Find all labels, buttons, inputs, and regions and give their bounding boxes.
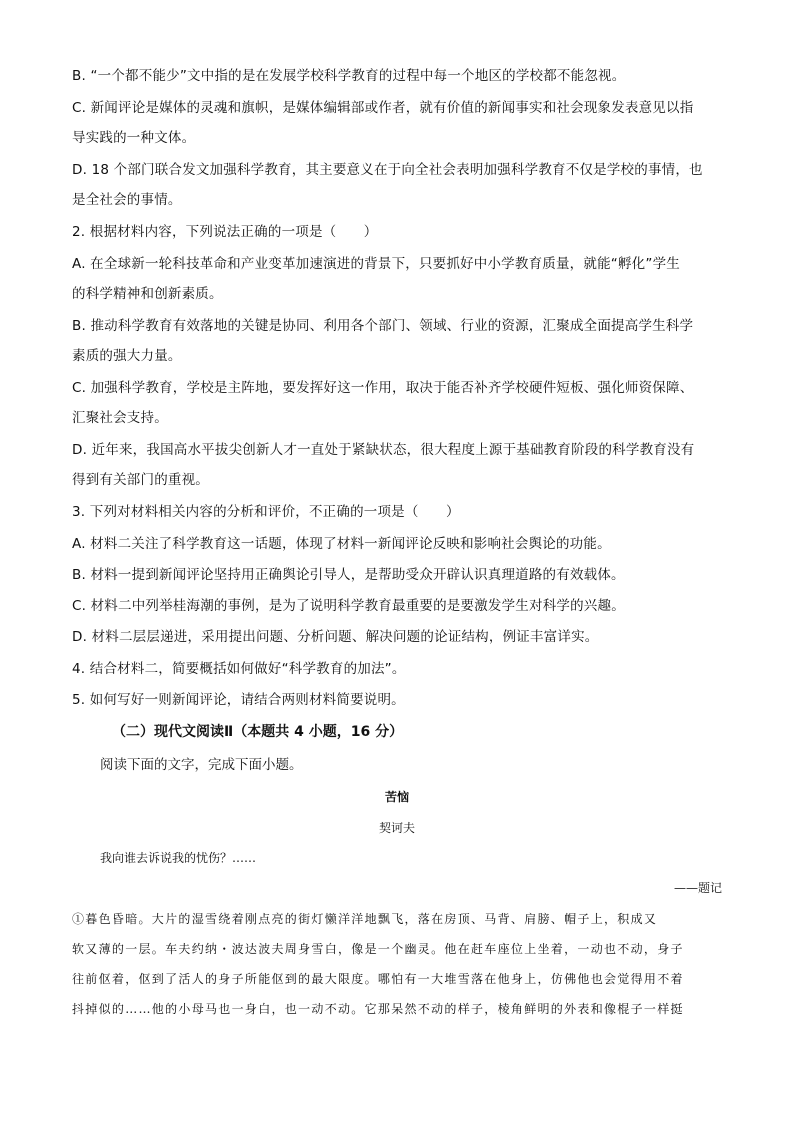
q1-option-c-line2: 导实践的一种文体。: [72, 130, 196, 146]
story-epigraph-note: ——题记: [673, 881, 722, 895]
q2-option-b-line2: 素质的强大力量。: [72, 348, 182, 364]
q3-option-d: D. 材料二层层递进，采用提出问题、分析问题、解决问题的论证结构，例证丰富详实。: [72, 629, 599, 645]
q2-stem: 2. 根据材料内容，下列说法正确的一项是（ ）: [72, 224, 378, 240]
q4-stem: 4. 结合材料二，简要概括如何做好“科学教育的加法”。: [72, 661, 406, 677]
q1-option-b: B. “一个都不能少”文中指的是在发展学校科学教育的过程中每一个地区的学校都不能忽视。: [72, 68, 626, 84]
q3-option-b: B. 材料一提到新闻评论坚持用正确舆论引导人，是帮助受众开辟认识真理道路的有效载体。: [72, 567, 625, 583]
q2-option-d-line2: 得到有关部门的重视。: [72, 472, 209, 488]
story-epigraph: 我向谁去诉说我的忧伤？……: [100, 851, 257, 865]
story-paragraph-line: 抖掉似的……他的小母马也一身白，也一动不动。它那呆然不动的样子，棱角鲜明的外表和像棍子一样挺: [72, 1002, 684, 1016]
q2-option-c-line2: 汇聚社会支持。: [72, 410, 168, 426]
story-author: 契诃夫: [378, 821, 415, 835]
q3-stem: 3. 下列对材料相关内容的分析和评价，不正确的一项是（ ）: [72, 504, 460, 520]
q3-option-a: A. 材料二关注了科学教育这一话题，体现了材料一新闻评论反映和影响社会舆论的功能。: [72, 536, 611, 552]
q2-option-a-line2: 的科学精神和创新素质。: [72, 286, 223, 302]
q1-option-c-line1: C. 新闻评论是媒体的灵魂和旗帜，是媒体编辑部或作者，就有价值的新闻事实和社会现象发表意见以指: [72, 100, 694, 116]
q5-stem: 5. 如何写好一则新闻评论，请结合两则材料简要说明。: [72, 692, 405, 708]
story-paragraph-line: 往前伛着，伛到了活人的身子所能伛到的最大限度。哪怕有一大堆雪落在他身上，仿佛他也会觉得用不着: [72, 972, 684, 986]
q1-option-d-line1: D. 18 个部门联合发文加强科学教育，其主要意义在于向全社会表明加强科学教育不仅是学校的事情，也: [72, 162, 703, 178]
q2-option-c-line1: C. 加强科学教育，学校是主阵地，要发挥好这一作用，取决于能否补齐学校硬件短板、强化师资保障、: [72, 380, 694, 396]
q2-option-b-line1: B. 推动科学教育有效落地的关键是协同、利用各个部门、领域、行业的资源，汇聚成全面提高学生科学: [72, 318, 694, 334]
q1-option-d-line2: 是全社会的事情。: [72, 192, 182, 208]
q2-option-d-line1: D. 近年来，我国高水平拔尖创新人才一直处于紧缺状态，很大程度上源于基础教育阶段的科学教育没有: [72, 442, 695, 458]
q2-option-a-line1: A. 在全球新一轮科技革命和产业变革加速演进的背景下，只要抓好中小学教育质量，就能“孵化”学生: [72, 256, 680, 272]
story-paragraph-line: ①暮色昏暗。大片的湿雪绕着刚点亮的街灯懒洋洋地飘飞，落在房顶、马背、肩膀、帽子上，积成又: [72, 912, 658, 926]
section-2-title: （二）现代文阅读Ⅱ（本题共 4 小题，16 分）: [112, 724, 404, 740]
story-title: 苦恼: [384, 790, 409, 804]
q3-option-c: C. 材料二中列举桂海潮的事例，是为了说明科学教育最重要的是要激发学生对科学的兴趣。: [72, 598, 625, 614]
story-paragraph-line: 软又薄的一层。车夫约纳・波达波夫周身雪白，像是一个幽灵。他在赶车座位上坐着，一动也不动，身子: [72, 942, 684, 956]
section-2-instruction: 阅读下面的文字，完成下面小题。: [100, 757, 303, 773]
